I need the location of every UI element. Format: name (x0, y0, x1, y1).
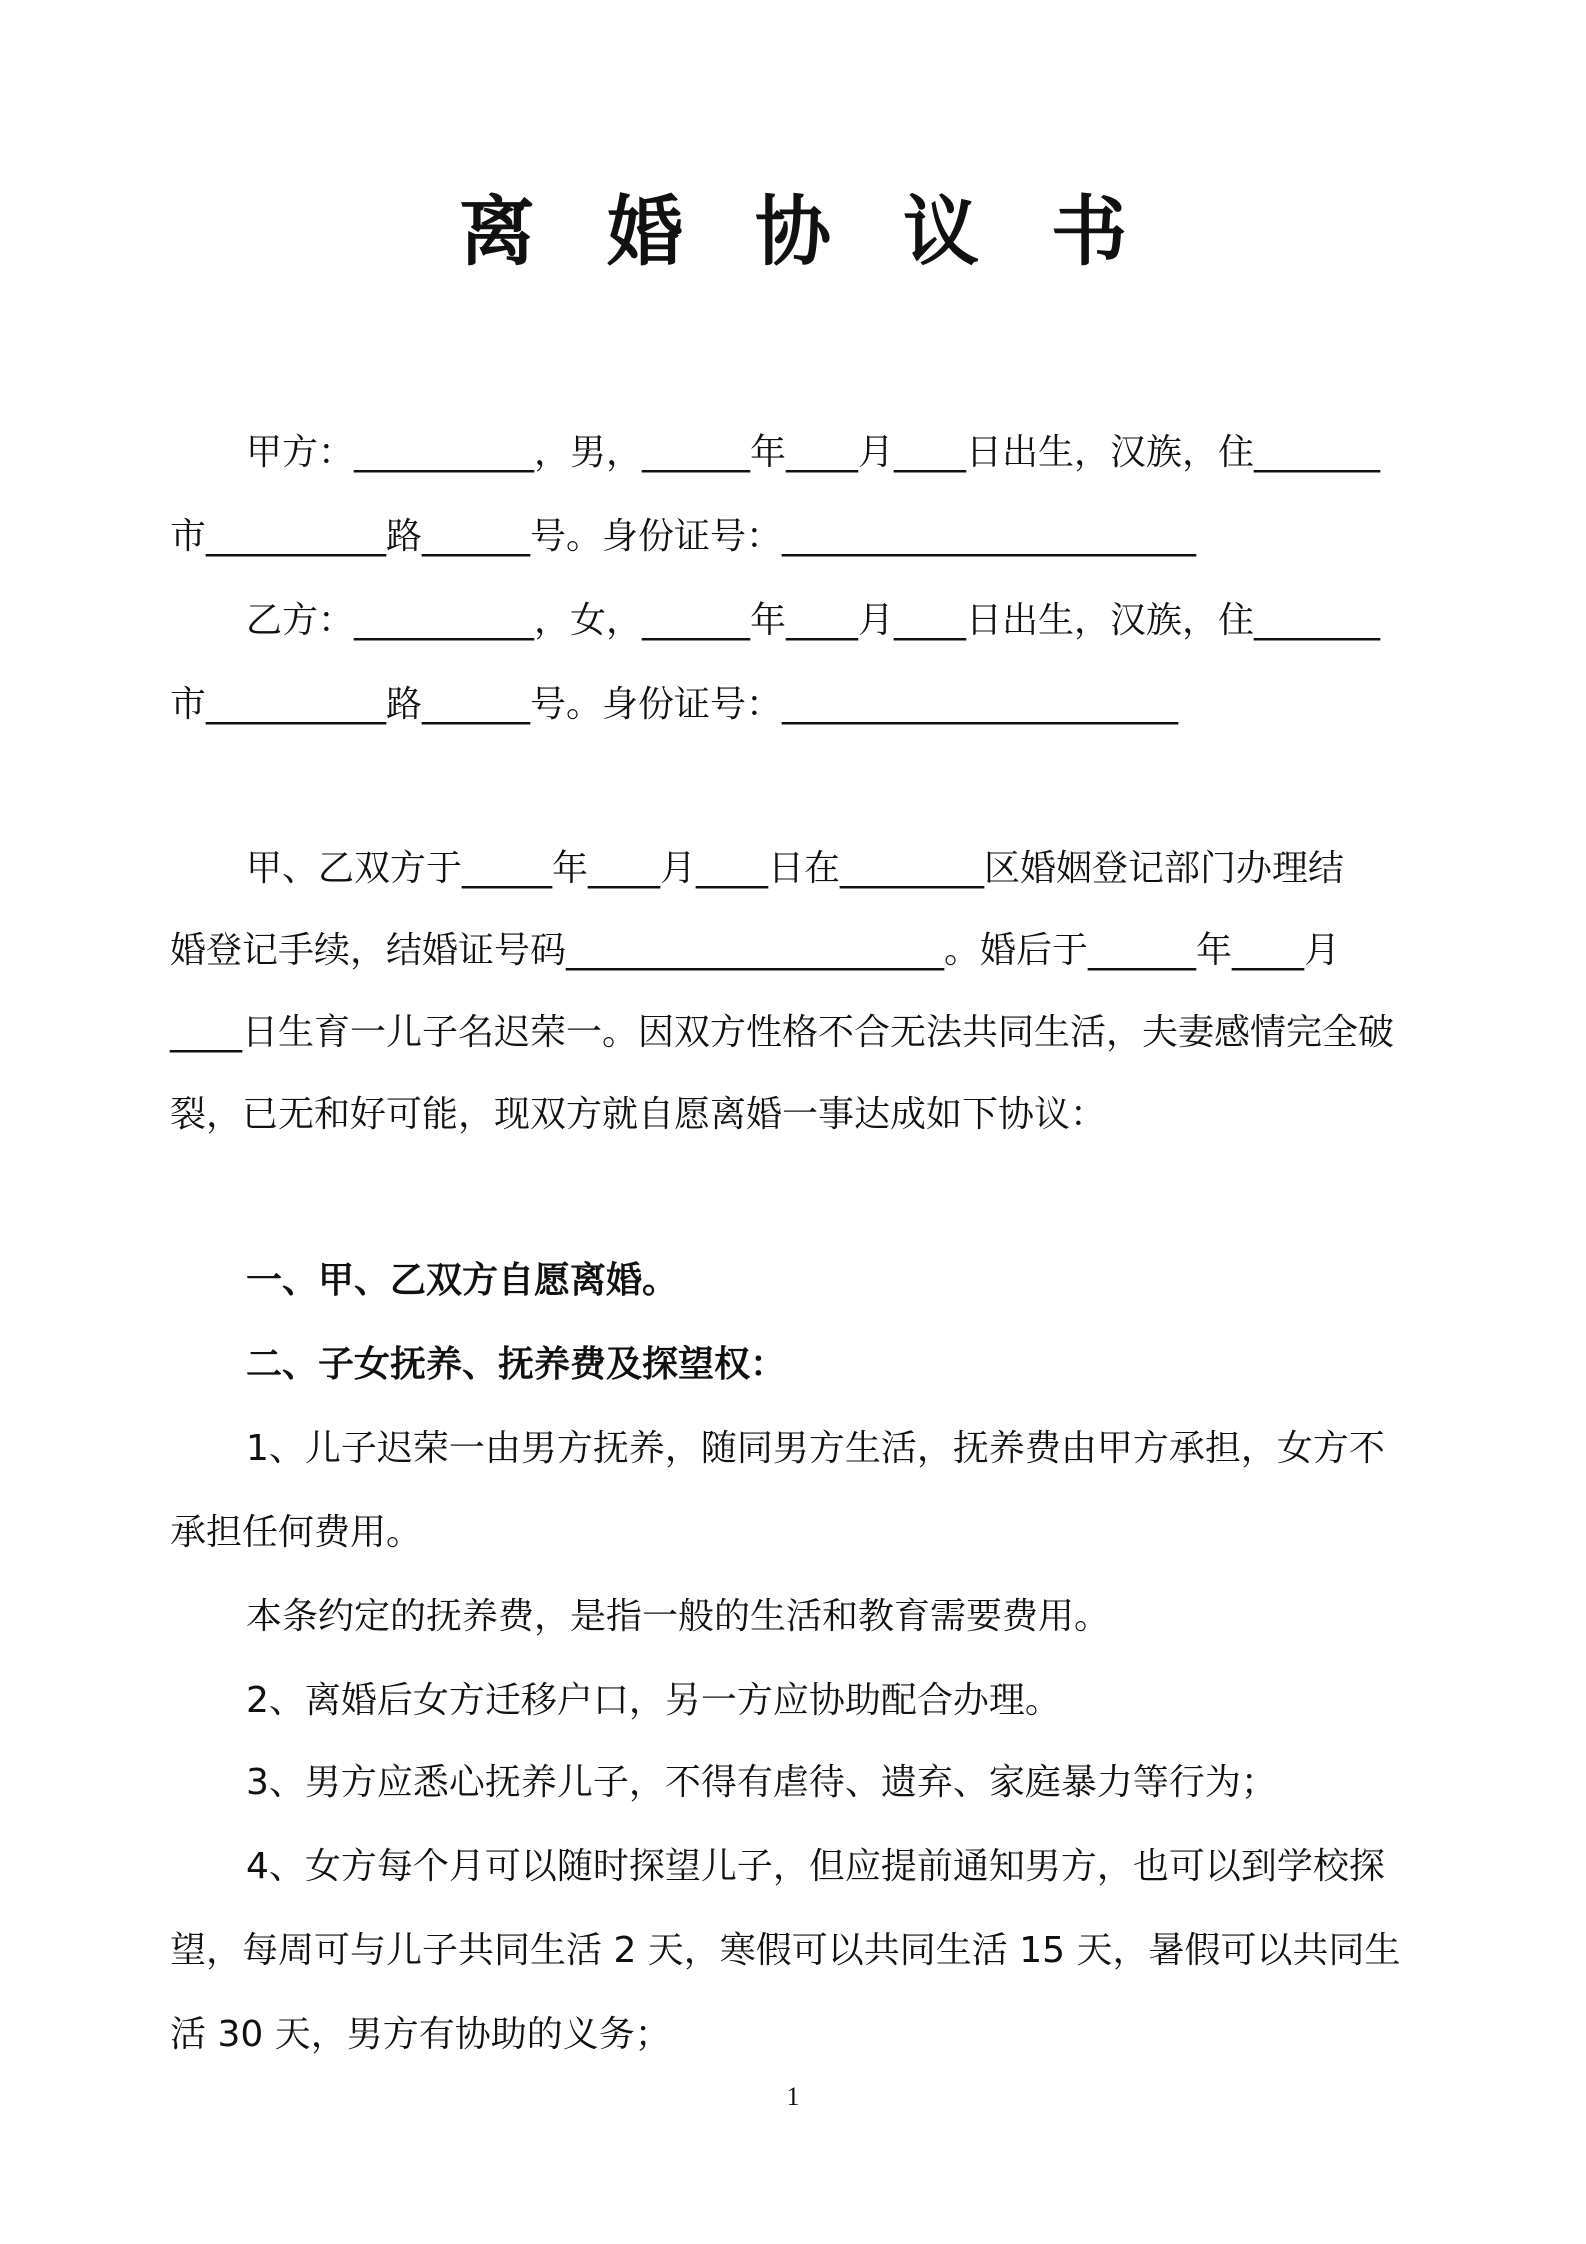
document-title: 离婚协议书 (459, 187, 1199, 276)
party-a-line-2: 市__________路______号。身份证号：_______________________ (170, 516, 1197, 557)
party-a-line-1: 甲方：__________，男，______年____月____日出生，汉族，住_______ (246, 432, 1381, 473)
section-1-heading: 一、甲、乙双方自愿离婚。 (246, 1260, 679, 1301)
intro-line-4: 裂，已无和好可能，现双方就自愿离婚一事达成如下协议： (170, 1094, 1107, 1135)
party-b-line-1: 乙方：__________，女，______年____月____日出生，汉族，住_______ (246, 600, 1381, 641)
clause-4-line-1: 4、女方每个月可以随时探望儿子，但应提前通知男方，也可以到学校探 (246, 1846, 1385, 1887)
clause-4-line-2: 望，每周可与儿子共同生活 2 天，寒假可以共同生活 15 天，暑假可以共同生 (170, 1930, 1401, 1971)
clause-3: 3、男方应悉心抚养儿子，不得有虐待、遗弃、家庭暴力等行为； (246, 1762, 1277, 1803)
party-b-line-2: 市__________路______号。身份证号：______________________ (170, 684, 1179, 725)
intro-line-1: 甲、乙双方于_____年____月____日在________区婚姻登记部门办理结 (246, 848, 1345, 889)
intro-line-2: 婚登记手续，结婚证号码_____________________。婚后于______年____月 (170, 930, 1341, 971)
clause-4-line-3: 活 30 天，男方有协助的义务； (170, 2014, 671, 2055)
clause-2: 2、离婚后女方迁移户口，另一方应协助配合办理。 (246, 1680, 1061, 1721)
section-2-heading: 二、子女抚养、抚养费及探望权： (246, 1344, 787, 1385)
page-number: 1 (786, 2082, 800, 2111)
clause-1-note: 本条约定的抚养费，是指一般的生活和教育需要费用。 (246, 1596, 1111, 1637)
intro-line-3: ____日生育一儿子名迟荣一。因双方性格不合无法共同生活，夫妻感情完全破 (170, 1012, 1395, 1053)
clause-1-line-2: 承担任何费用。 (170, 1512, 423, 1553)
clause-1-line-1: 1、儿子迟荣一由男方抚养，随同男方生活，抚养费由甲方承担，女方不 (246, 1428, 1385, 1469)
